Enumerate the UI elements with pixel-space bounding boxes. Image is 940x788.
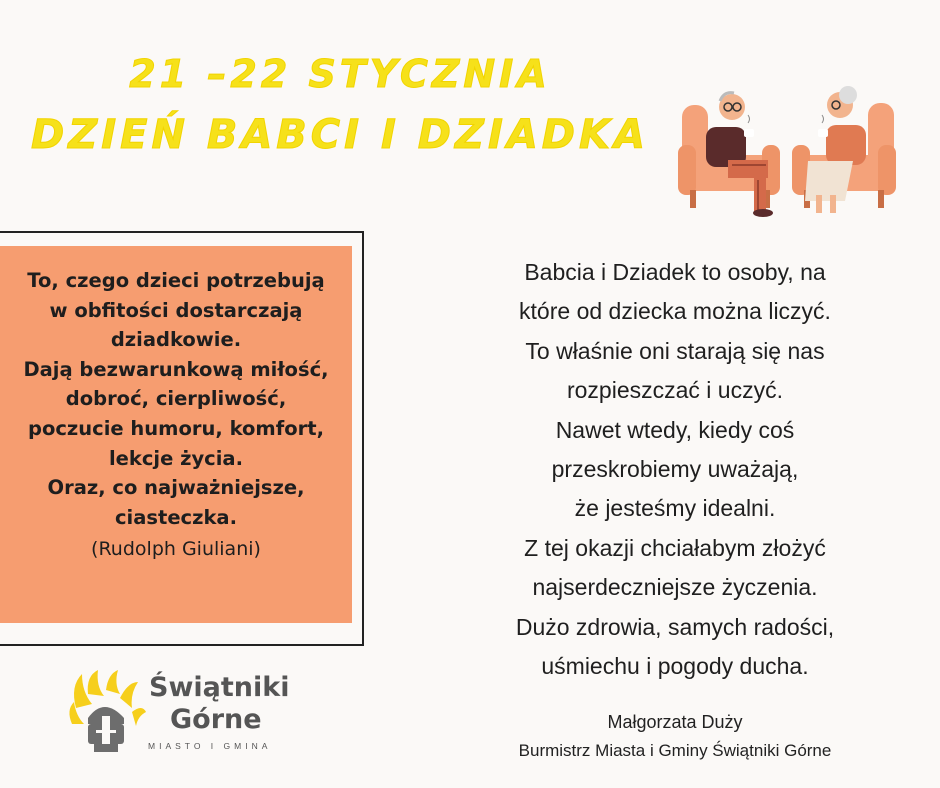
title-occasion: DZIEŃ BABCI I DZIADKA <box>31 112 649 158</box>
title-date: 21 –22 STYCZNIA <box>129 52 551 96</box>
quote-text: To, czego dzieci potrzebują w obfitości dostarczają dziadkowie. Dają bezwarunkową miłość, dobroć, cierpliwość, poczucie humoru, komfort, lekcje życia. Oraz, co najważniejsze, ciasteczka. <box>23 269 329 529</box>
coat-of-arms-logo-icon <box>66 668 146 758</box>
grandparents-illustration <box>668 85 908 220</box>
logo-name-line1: Świątniki <box>149 672 290 703</box>
grandma <box>805 86 866 213</box>
logo-tagline: MIASTO I GMINA <box>148 741 272 751</box>
signer-role: Burmistrz Miasta i Gminy Świątniki Górne <box>518 741 832 760</box>
signer-name: Małgorzata Duży <box>607 712 743 732</box>
quote-box <box>0 246 352 623</box>
quote-author: (Rudolph Giuliani) <box>91 538 261 561</box>
logo-name-line2: Górne <box>170 704 262 735</box>
wishes-text: Babcia i Dziadek to osoby, na które od dziecka można liczyć. To właśnie oni starają się nas rozpieszczać i uczyć. Nawet wtedy, kiedy coś przeskrobiemy uważają, że jesteśmy idealni. Z tej okazji chciałabym złożyć najserdeczniejsze życzenia. Dużo zdrowia, samych radości, uśmiechu i pogody ducha. <box>515 259 835 680</box>
